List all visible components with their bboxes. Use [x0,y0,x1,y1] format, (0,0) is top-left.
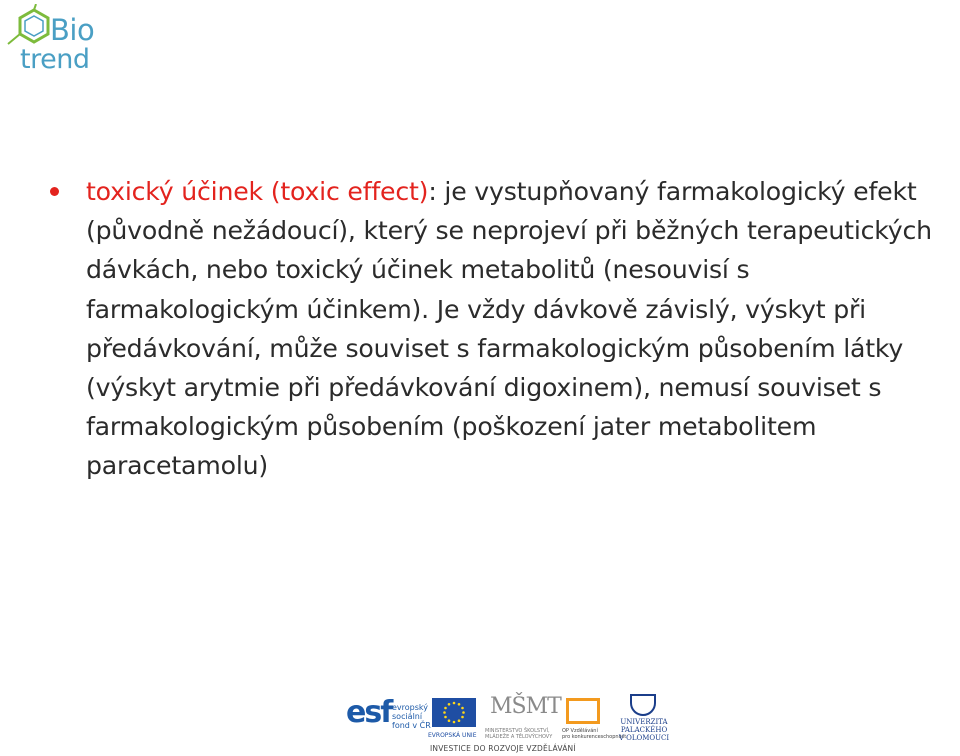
eu-flag-icon [432,698,476,727]
upol-shield-icon [630,694,656,716]
logo-text-trend: trend [20,44,90,75]
esf-mark: esf [346,695,392,730]
biotrend-logo [4,4,104,76]
upol-line-1: UNIVERZITA [620,718,668,726]
msmt-label [485,728,552,740]
esf-line-1: evropský [392,703,428,712]
defined-term: toxický účinek (toxic effect) [86,177,429,206]
upol-line-2: PALACKÉHO [620,726,668,734]
slide-content [48,172,953,486]
logo-text-bio: Bio [50,13,95,47]
bullet-item [48,172,953,486]
bullet-paragraph [86,172,953,486]
footer-logos [340,692,700,756]
bullet-dot-icon [50,187,59,196]
msmt-logo: MŠMT [490,694,561,719]
esf-line-3: fond v ČR [392,721,431,730]
investment-tagline: INVESTICE DO ROZVOJE VZDĚLÁVÁNÍ [430,744,576,753]
esf-label [392,703,431,730]
eu-label: EVROPSKÁ UNIE [428,732,477,739]
op-logo-icon [566,698,600,724]
msmt-line-2: MLÁDEŽE A TĚLOVÝCHOVY [485,734,553,740]
definition-text: : je vystupňovaný farmakologický efekt (původně nežádoucí), který se neprojeví při běžných terapeutických dávkách, nebo toxický účinek metabolitů (nesouvisí s farmakologickým účinkem). Je vždy dávkově závislý, výskyt při předávkování, může souviset s farmakologickým působením látky (výskyt arytmie při předávkování digoxinem), nemusí souviset s farmakologickým působením (poškození jater metabolitem paracetamolu) [86,177,932,481]
upol-line-3: V OLOMOUCI [618,734,670,742]
upol-label [612,718,676,742]
msmt-line-1: MINISTERSTVO ŠKOLSTVÍ, [485,728,550,734]
esf-line-2: sociální [392,712,423,721]
op-line-2: pro konkurenceschopnost [562,734,627,740]
op-line-1: OP Vzdělávání [562,728,598,734]
